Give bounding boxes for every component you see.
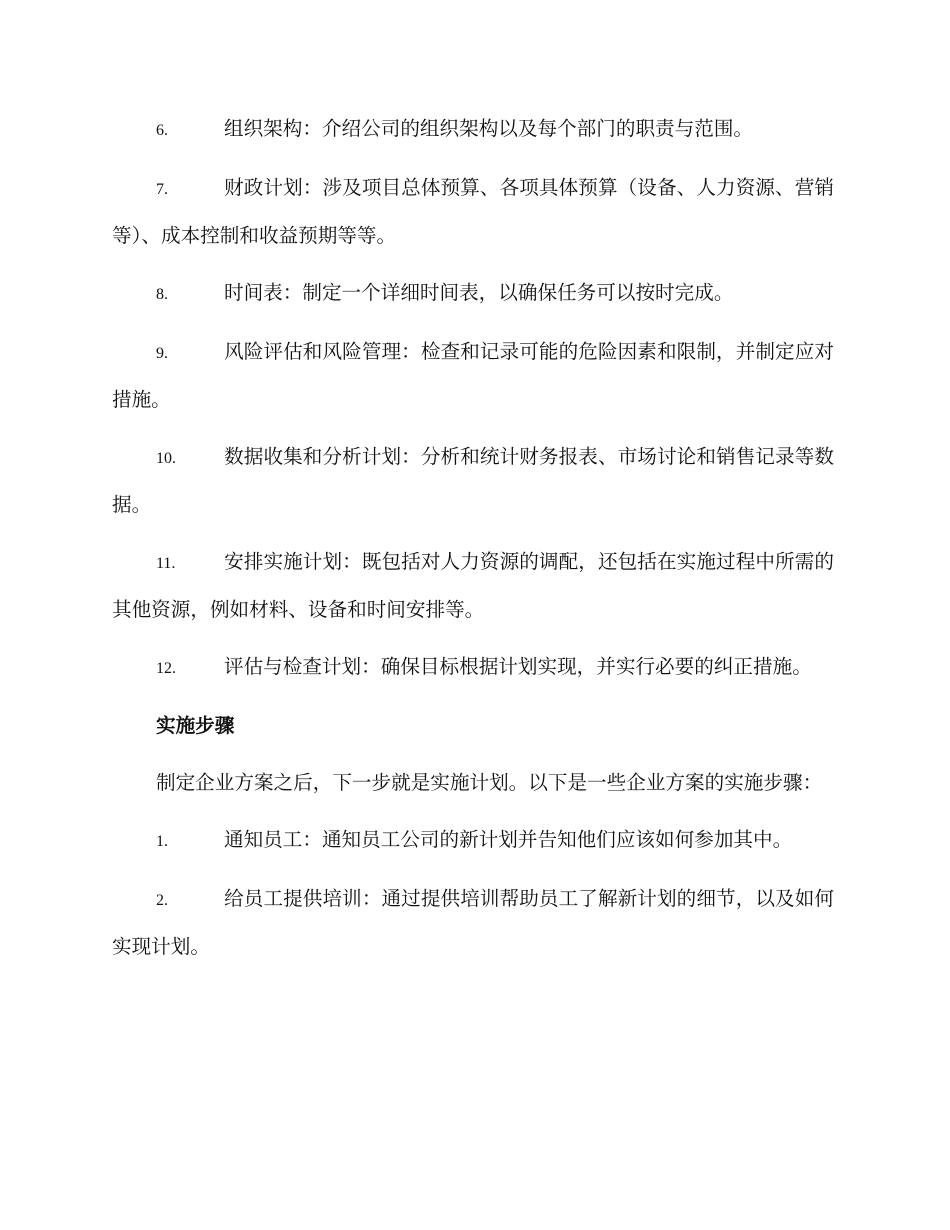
list-item (112, 165, 834, 259)
intro-paragraph: 制定企业方案之后，下一步就是实施计划。以下是一些企业方案的实施步骤： (156, 771, 823, 794)
list-item (112, 539, 834, 633)
list-item-number: 11. (156, 555, 176, 572)
list-item-text: 数据收集和分析计划：分析和统计财务报表、市场讨论和销售记录等数据。 (112, 445, 834, 516)
list-item (112, 329, 834, 423)
list-item (112, 106, 834, 154)
list-item (112, 644, 834, 692)
list-item-text: 时间表：制定一个详细时间表，以确保任务可以按时完成。 (224, 281, 734, 304)
list-item-number: 6. (156, 122, 168, 139)
list-item (112, 817, 834, 865)
list-item-text: 安排实施计划：既包括对人力资源的调配，还包括在实施过程中所需的其他资源，例如材料、设备和时间安排等。 (112, 550, 834, 621)
list-item (112, 434, 834, 528)
list-item-text: 通知员工：通知员工公司的新计划并告知他们应该如何参加其中。 (224, 828, 793, 851)
list-item-number: 2. (156, 892, 168, 909)
list-item-number: 9. (156, 345, 168, 362)
list-item-number: 12. (156, 660, 176, 677)
list-item-number: 10. (156, 450, 176, 467)
list-item-number: 8. (156, 286, 168, 303)
list-item-text: 风险评估和风险管理：检查和记录可能的危险因素和限制，并制定应对措施。 (112, 340, 834, 411)
list-item-text: 财政计划：涉及项目总体预算、各项具体预算（设备、人力资源、营销等）、成本控制和收益预期等等。 (112, 176, 834, 247)
document-page (112, 106, 834, 981)
list-item-number: 1. (156, 833, 168, 850)
list-item (112, 876, 834, 970)
list-item-text: 评估与检查计划：确保目标根据计划实现，并实行必要的纠正措施。 (224, 655, 812, 678)
list-item (112, 270, 834, 318)
list-item-text: 组织架构：介绍公司的组织架构以及每个部门的职责与范围。 (224, 117, 754, 140)
list-item-number: 7. (156, 181, 168, 198)
list-item-text: 给员工提供培训：通过提供培训帮助员工了解新计划的细节，以及如何实现计划。 (112, 887, 834, 958)
section-heading: 实施步骤 (156, 714, 235, 737)
